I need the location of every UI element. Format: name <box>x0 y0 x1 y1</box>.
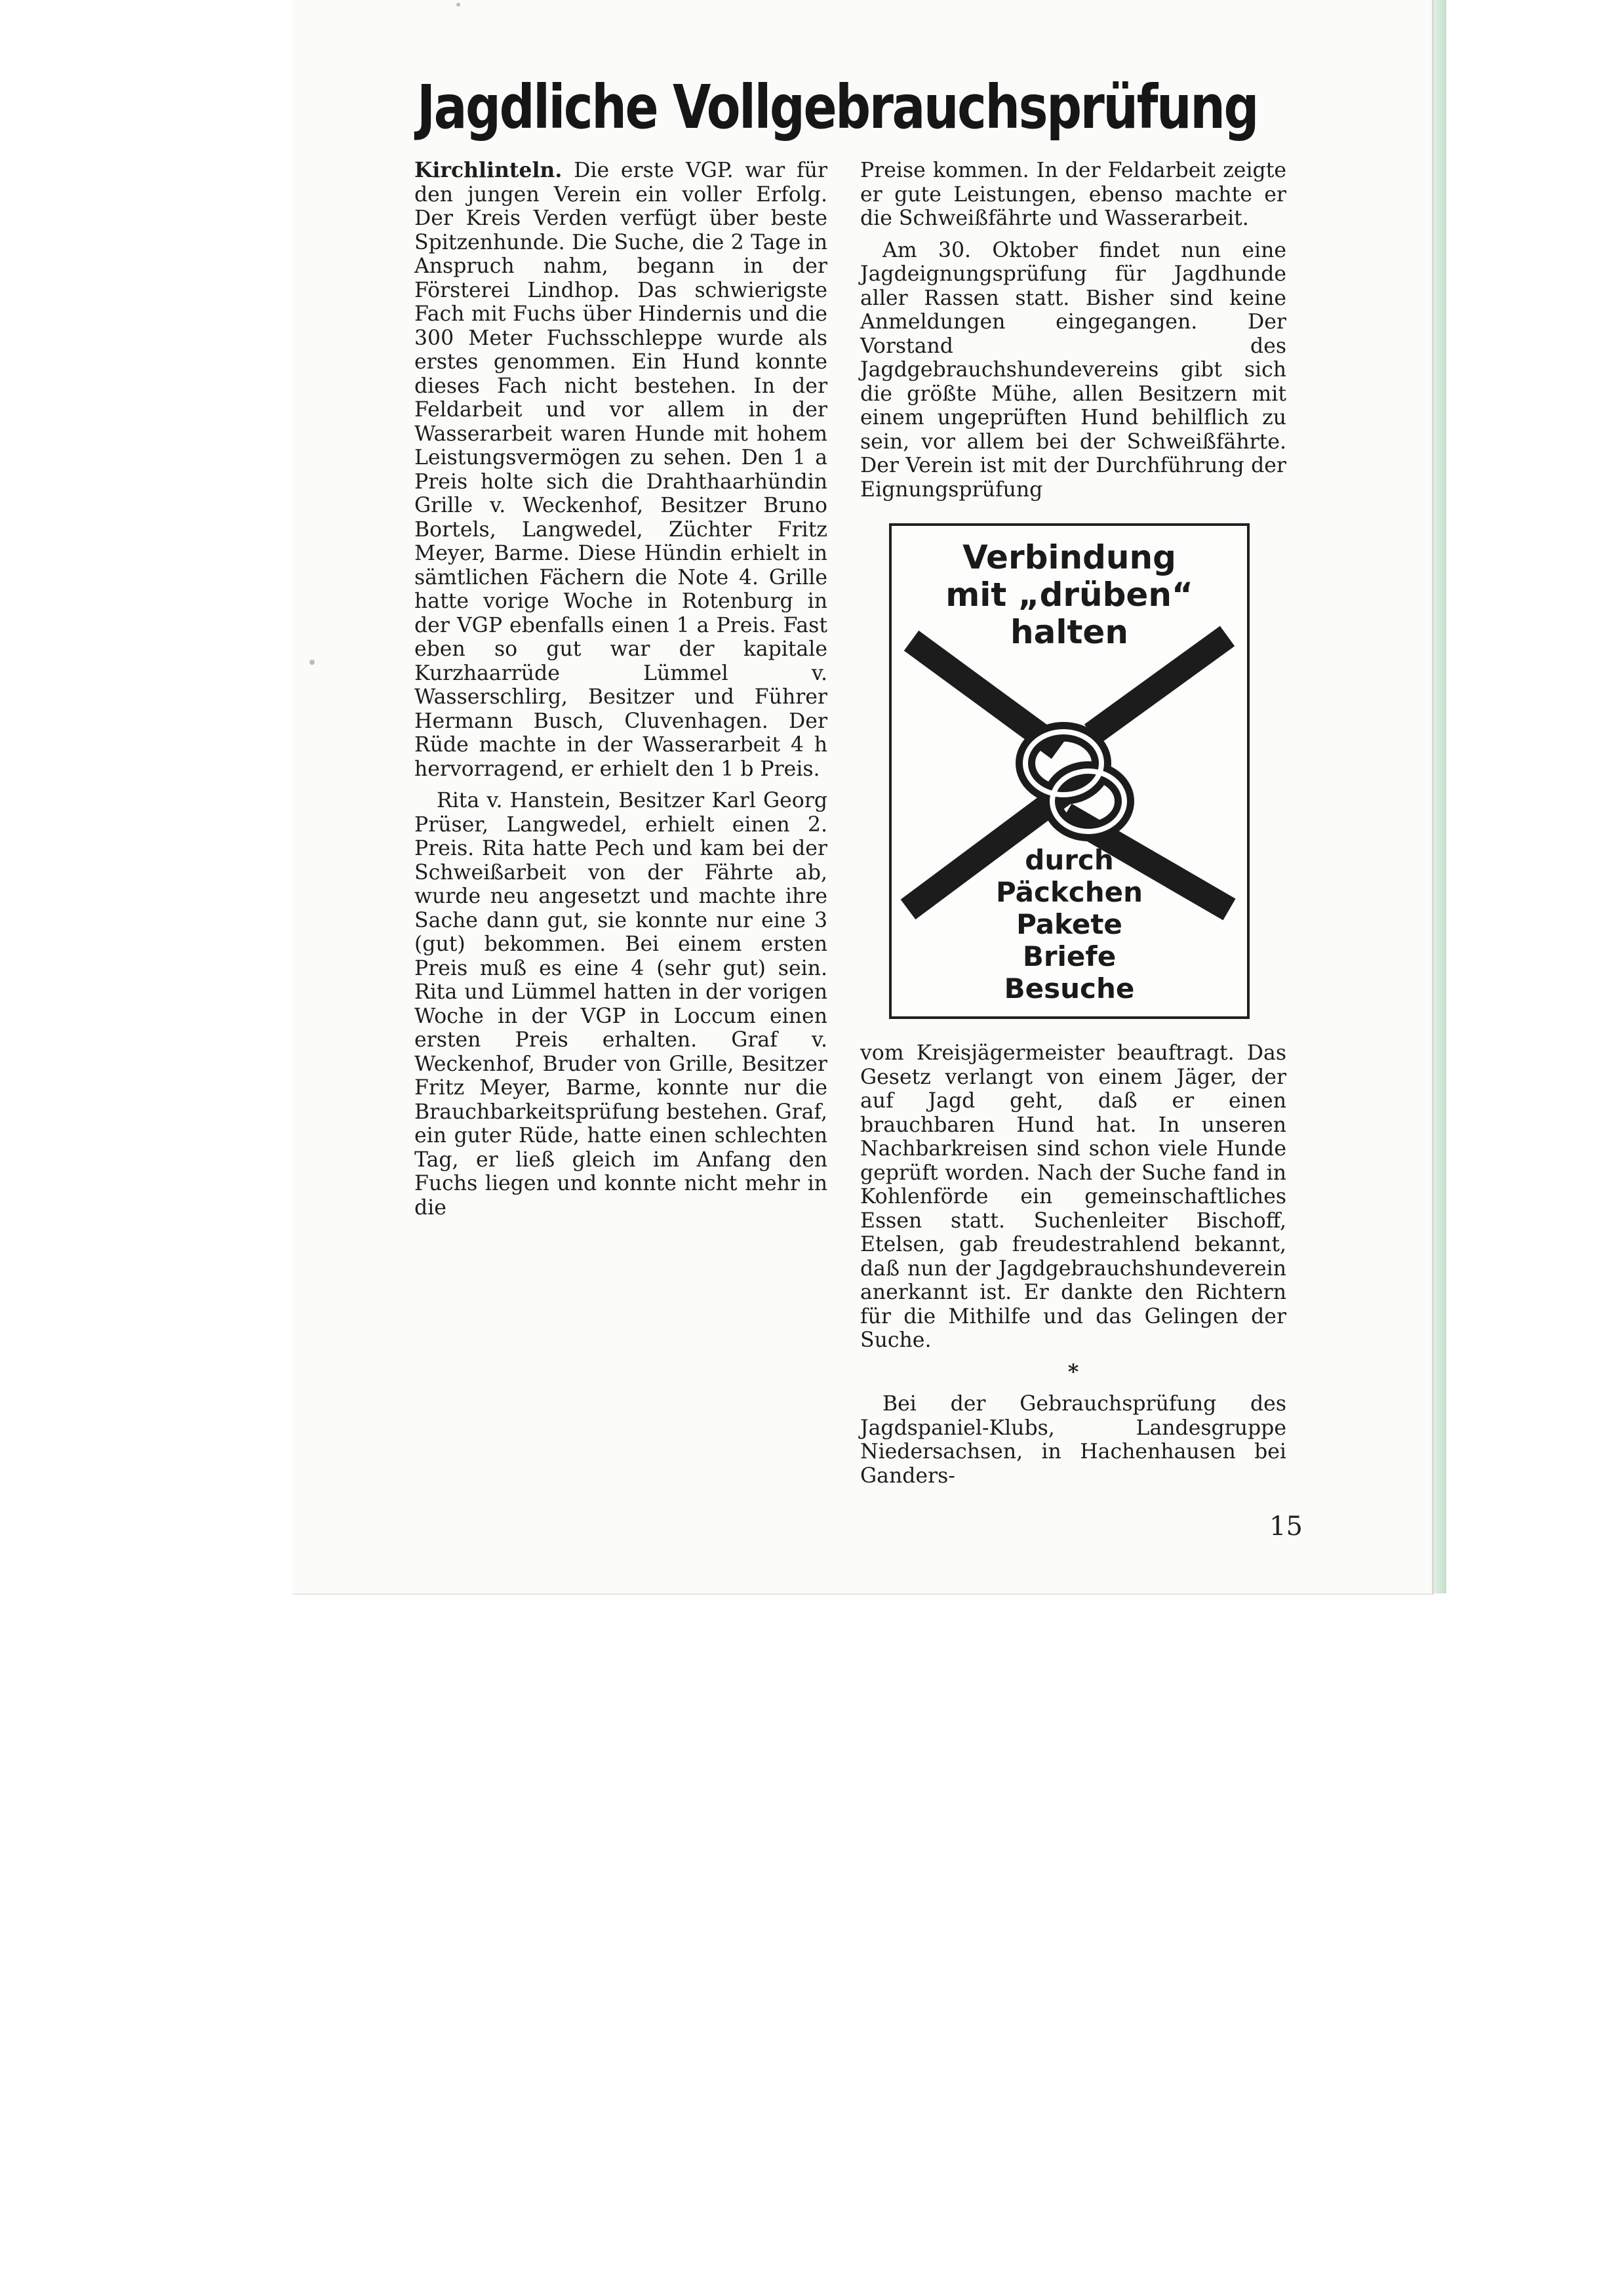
article-headline: Jagdliche Vollgebrauchsprüfung <box>417 72 1258 142</box>
page-edge <box>1432 0 1446 1593</box>
article-column-left <box>414 159 827 1227</box>
paragraph: Rita v. Hanstein, Besitzer Karl Georg Prüser, Langwedel, erhielt einen 2. Preis. Rita hatte Pech und kam bei der Schweißarbeit von der Fährte ab, wurde neu angesetzt und machte ihre Sache dann gut, sie konnte nur eine 3 (gut) bekommen. Bei einem ersten Preis muß es eine 4 (sehr gut) sein. Rita und Lümmel hatten in der vorigen Woche in der VGP in Loccum einen ersten Preis erhalten. Graf v. Weckenhof, Bruder von Grille, Besitzer Fritz Meyer, Barme, konnte nur die Brauchbarkeitsprüfung bestehen. Graf, ein guter Rüde, hatte einen schlechten Tag, er ließ gleich im Anfang den Fuchs liegen und konnte nicht mehr in die <box>414 789 827 1220</box>
paragraph <box>414 159 827 781</box>
ad-line: Pakete <box>1016 908 1122 940</box>
print-speck <box>456 3 460 7</box>
magazine-page <box>292 0 1434 1595</box>
article-column-right-top <box>860 159 1286 509</box>
advertisement-list <box>892 844 1247 1005</box>
ad-line: halten <box>1010 613 1128 651</box>
ad-line: mit „drüben“ <box>945 576 1193 614</box>
paragraph: Am 30. Oktober findet nun eine Jagdeignungsprüfung für Jagdhunde aller Rassen statt. Bisher sind keine Anmeldungen eingegangen. Der Vorstand des Jagdgebrauchshundevereins gibt sich die größte Mühe, allen Besitzern mit einem ungeprüften Hund behilflich zu sein, vor allem bei der Schweißfährte. Der Verein ist mit der Durchführung der Eignungsprüfung <box>860 238 1286 502</box>
paragraph: Bei der Gebrauchsprüfung des Jagdspaniel-Klubs, Landesgruppe Niedersachsen, in Hachenhausen bei Ganders- <box>860 1392 1286 1488</box>
print-speck <box>309 660 315 665</box>
page-number: 15 <box>1269 1511 1303 1542</box>
paragraph: Preise kommen. In der Feldarbeit zeigte er gute Leistungen, ebenso machte er die Schweißfährte und Wasserarbeit. <box>860 159 1286 230</box>
advertisement-box <box>889 523 1250 1019</box>
ad-line: Verbindung <box>962 538 1176 576</box>
ad-line: Briefe <box>1022 940 1117 972</box>
paragraph-text: Die erste VGP. war für den jungen Verein ein voller Erfolg. Der Kreis Verden verfügt über beste Spitzenhunde. Die Suche, die 2 Tage in Anspruch nahm, begann in der Försterei Lindhop. Das schwierigste Fach mit Fuchs über Hindernis und die 300 Meter Fuchsschleppe wurde als erstes genommen. Ein Hund konnte dieses Fach nicht bestehen. In der Feldarbeit und vor allem in der Wasserarbeit waren Hunde mit hohem Leistungsvermögen zu sehen. Den 1 a Preis holte sich die Drahthaarhündin Grille v. Weckenhof, Besitzer Bruno Bortels, Langwedel, Züchter Fritz Meyer, Barme. Diese Hündin erhielt in sämtlichen Fächern die Note 4. Grille hatte vorige Woche in Rotenburg in der VGP ebenfalls einen 1 a Preis. Fast eben so gut war der kapitale Kurzhaarrüde Lümmel v. Wasserschlirg, Besitzer und Führer Hermann Busch, Cluvenhagen. Der Rüde machte in der Wasserarbeit 4 h hervorragend, er erhielt den 1 b Preis. <box>414 159 828 781</box>
article-column-right-bottom <box>860 1041 1286 1496</box>
ad-line: durch <box>1025 844 1114 876</box>
ad-line: Besuche <box>1004 972 1135 1005</box>
paragraph: vom Kreisjägermeister beauftragt. Das Gesetz verlangt von einem Jäger, der auf Jagd geht, daß er einen brauchbaren Hund hat. In unseren Nachbarkreisen sind schon viele Hunde geprüft worden. Nach der Suche fand in Kohlenförde ein gemeinschaftliches Essen statt. Suchenleiter Bischoff, Etelsen, gab freudestrahlend bekannt, daß nun der Jagdgebrauchshundeverein anerkannt ist. Er dankte den Richtern für die Mithilfe und das Gelingen der Suche. <box>860 1041 1286 1352</box>
section-separator: * <box>1067 1359 1079 1384</box>
lead-word: Kirchlinteln. <box>414 158 563 182</box>
ad-line: Päckchen <box>995 876 1143 908</box>
advertisement-headline <box>892 539 1247 651</box>
